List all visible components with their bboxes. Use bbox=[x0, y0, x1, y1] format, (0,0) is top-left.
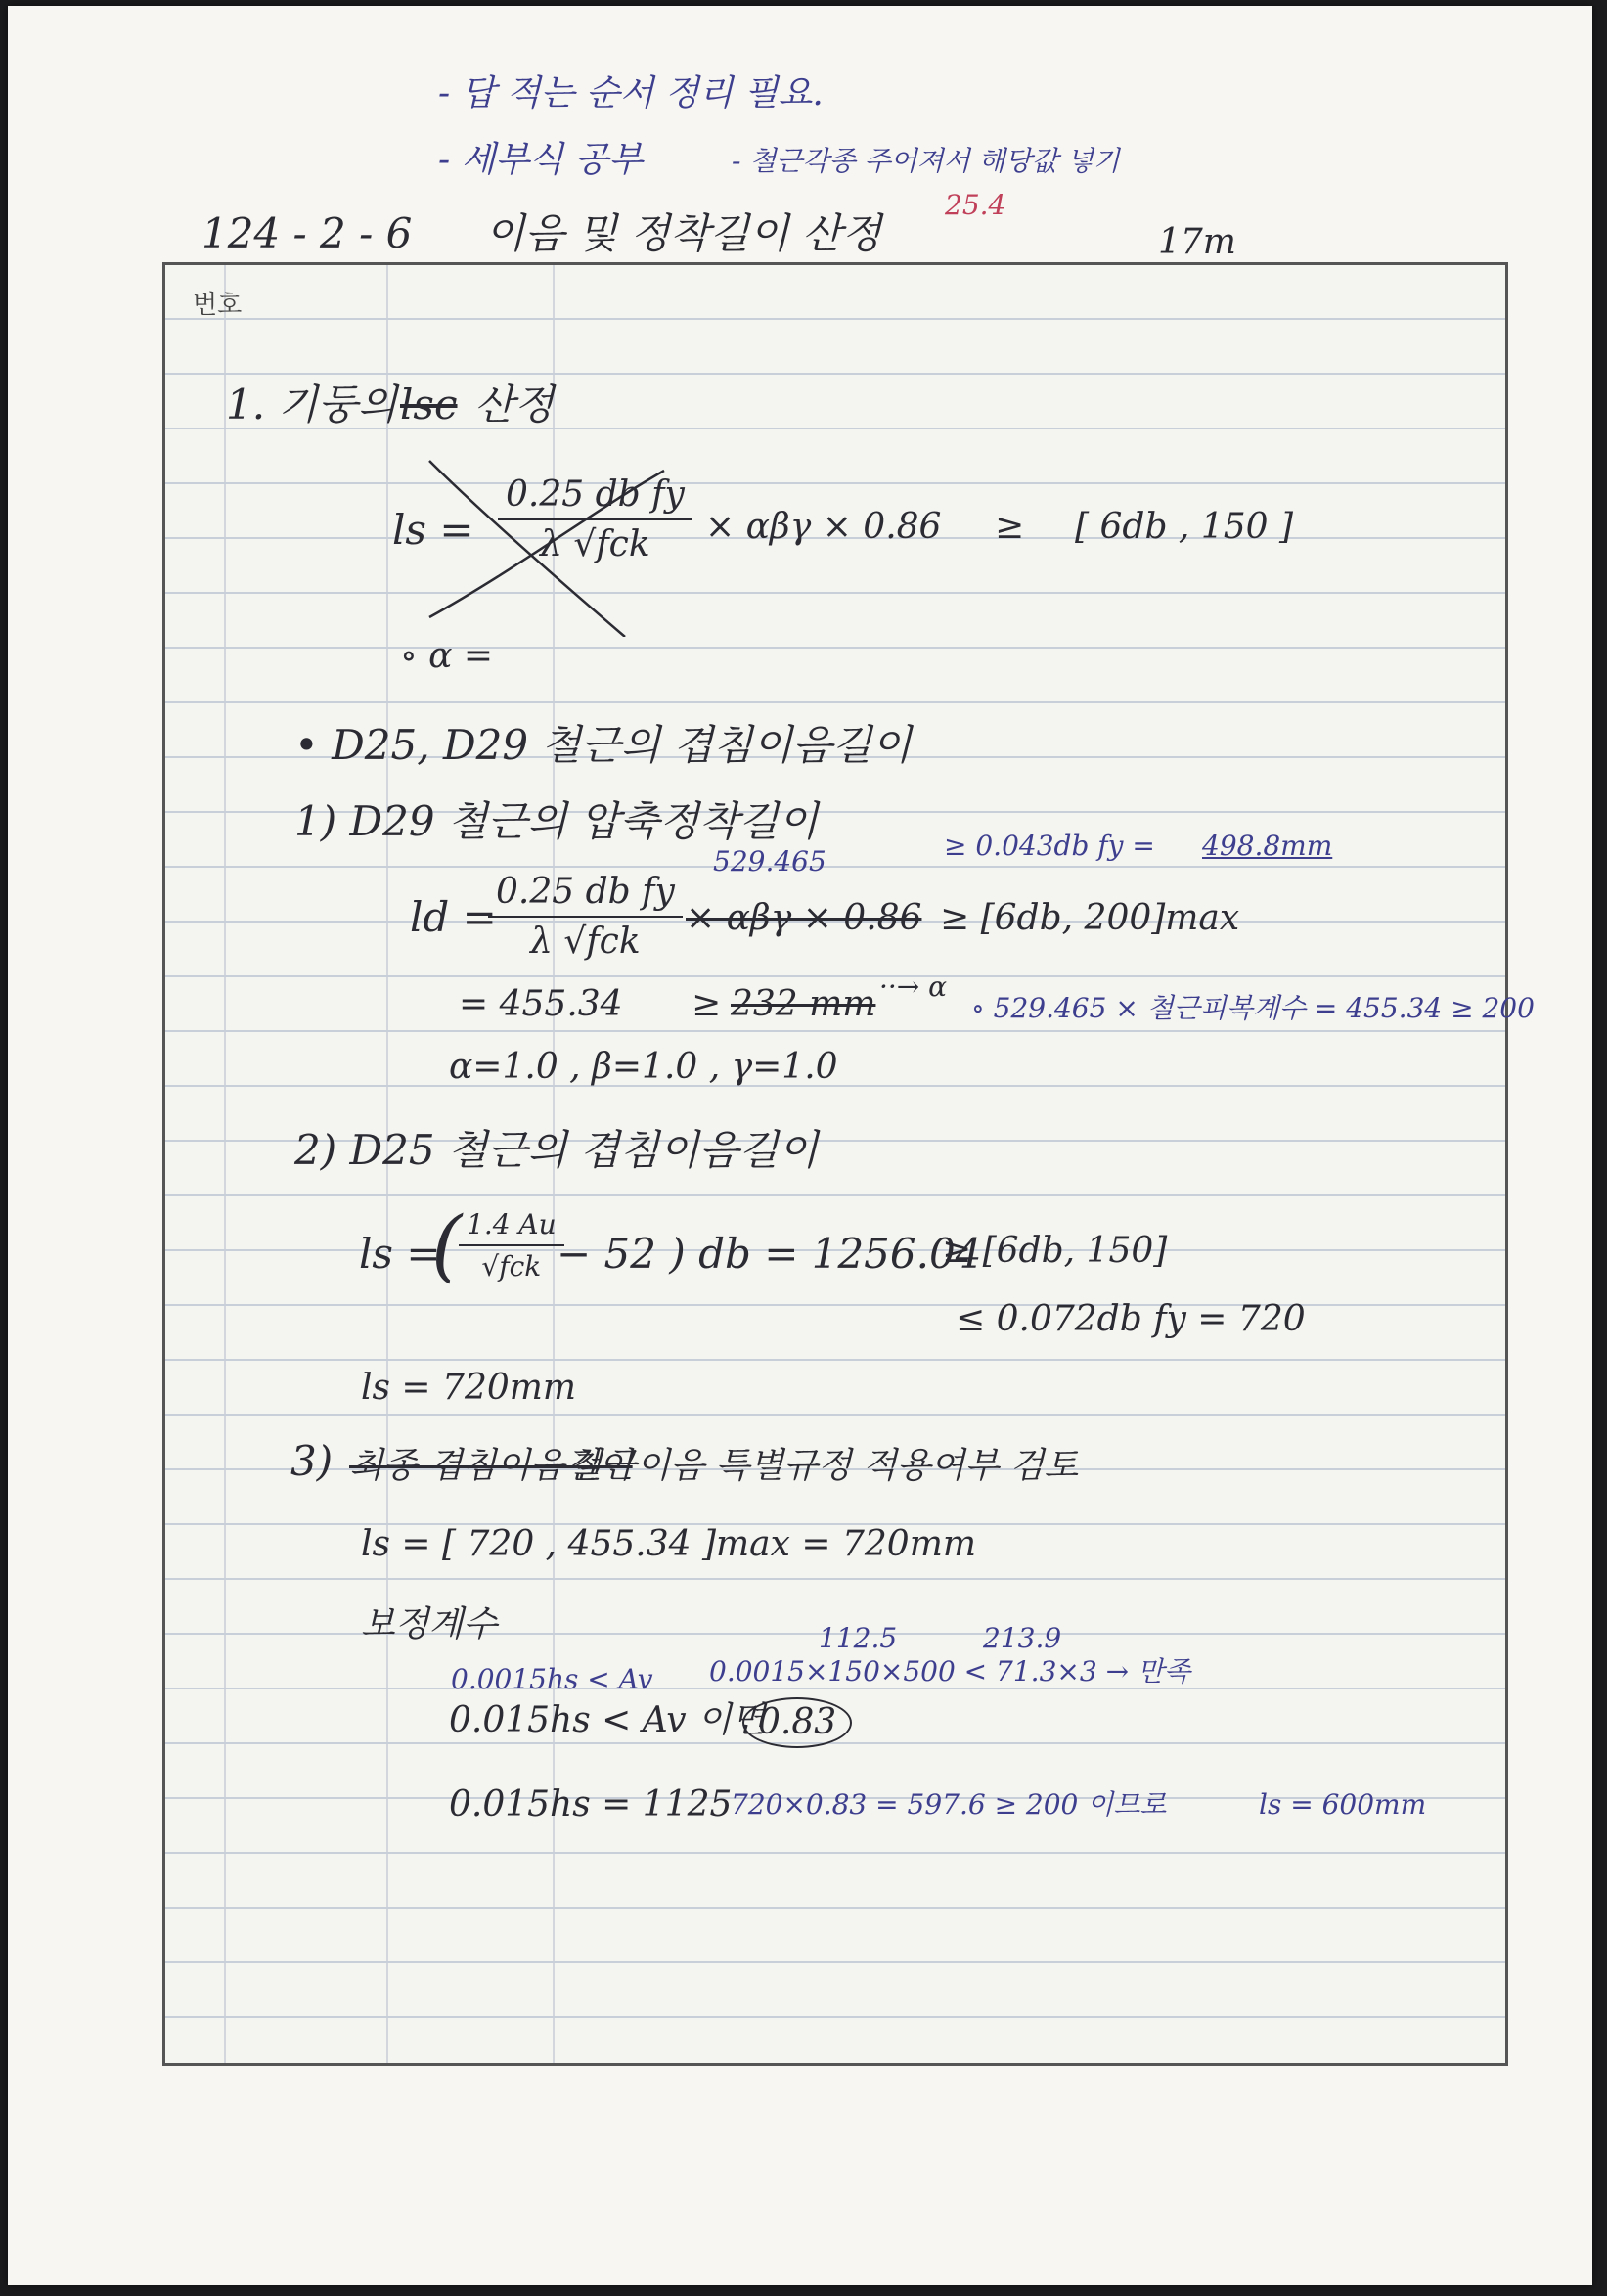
page-title: 이음 및 정착길이 산정 bbox=[485, 209, 882, 257]
ld-ge-bracket: ≥ [6db, 200]max bbox=[940, 898, 1240, 938]
notebook-page bbox=[8, 6, 1592, 2285]
ld-ge-small: ≥ bbox=[692, 984, 722, 1024]
sub3-number: 3) bbox=[290, 1437, 334, 1485]
ls2-fraction bbox=[459, 1208, 564, 1283]
ld-struck-mm: 232 mm bbox=[731, 984, 876, 1024]
ls2-symbol: ls = bbox=[359, 1230, 441, 1278]
lined-answer-box bbox=[162, 262, 1535, 2066]
ls-numerator: 0.25 db fy bbox=[498, 474, 692, 520]
page-count: 17m bbox=[1158, 222, 1236, 262]
sub1-heading: 1) D29 철근의 압축정착길이 bbox=[294, 797, 819, 845]
section1-heading: 1. 기둥의 bbox=[226, 381, 398, 428]
section1-heading-tail: 산정 bbox=[474, 381, 555, 428]
ls-factors: × αβγ × 0.86 bbox=[705, 507, 942, 547]
ls-symbol: ls = bbox=[392, 506, 474, 554]
problem-number: 124 - 2 - 6 bbox=[201, 209, 413, 257]
last-line-right: ls = 600mm bbox=[1259, 1788, 1427, 1821]
header-note-1: - 답 적는 순서 정리 필요. bbox=[438, 73, 824, 113]
ls2-numerator: 1.4 Au bbox=[459, 1208, 564, 1246]
condition-1: 0.0015hs < Av bbox=[451, 1663, 653, 1695]
condition-1-calc: 0.0015×150×500 < 71.3×3 → 만족 bbox=[709, 1655, 1191, 1688]
circled-factor: 0.83 bbox=[742, 1697, 852, 1748]
ld-eq: = 455.34 bbox=[459, 984, 623, 1024]
ls-bracket: [ 6db , 150 ] bbox=[1075, 507, 1294, 547]
ld-struck-factors: × αβγ × 0.86 bbox=[686, 898, 922, 938]
sub1-top-value: 529.465 bbox=[713, 845, 826, 878]
ld-fraction bbox=[488, 872, 683, 962]
ls2-result: ls = 720mm bbox=[361, 1368, 577, 1408]
sub2-heading: 2) D25 철근의 겹침이음길이 bbox=[294, 1126, 819, 1174]
ls-denominator: λ √fck bbox=[540, 524, 650, 564]
header-note-3: - 철근각종 주어져서 해당값 넣기 bbox=[732, 145, 1120, 177]
section1-heading-struck: lsc bbox=[400, 381, 458, 428]
ld-symbol: ld = bbox=[410, 893, 497, 941]
ld-arrow-alpha: ··→ α bbox=[879, 970, 948, 1003]
sub1-value-right: 498.8mm bbox=[1202, 830, 1333, 862]
ld-note: ∘ 529.465 × 철근피복계수 = 455.34 ≥ 200 bbox=[971, 992, 1535, 1024]
header-note-3-value: 25.4 bbox=[945, 189, 1006, 221]
ls2-le-line: ≤ 0.072db fy = 720 bbox=[956, 1299, 1306, 1339]
ld-denominator: λ √fck bbox=[530, 922, 641, 962]
d25-d29-bullet: • D25, D29 철근의 겹침이음길이 bbox=[294, 721, 912, 769]
ls2-denominator: √fck bbox=[481, 1250, 542, 1283]
last-line-mid: 720×0.83 = 597.6 ≥ 200 이므로 bbox=[731, 1788, 1167, 1821]
ls-ge: ≥ bbox=[995, 507, 1025, 547]
cross-out-mark bbox=[410, 451, 703, 637]
sub3-ls-line: ls = [ 720 , 455.34 ]max = 720mm bbox=[361, 1524, 976, 1564]
ls2-ge-bracket: ≥ [6db, 150] bbox=[942, 1231, 1168, 1271]
ls2-minus: − 52 ) db = 1256.04 bbox=[557, 1230, 982, 1278]
condition-2: 0.015hs < Av 이면 bbox=[449, 1700, 766, 1740]
number-label: 번호 bbox=[193, 291, 243, 320]
factor-heading: 보정계수 bbox=[361, 1604, 498, 1644]
ld-numerator: 0.25 db fy bbox=[488, 872, 683, 918]
sub3-heading: 철근이음 특별규정 적용여부 검토 bbox=[568, 1446, 1079, 1486]
sub3-heading-struck: 최종 겹침이음길이 bbox=[349, 1446, 633, 1486]
alpha-line: ∘ α = bbox=[400, 636, 494, 676]
factor-top-value-2: 213.9 bbox=[983, 1622, 1062, 1654]
last-line-left: 0.015hs = 1125 bbox=[449, 1784, 733, 1824]
sub1-ge-right: ≥ 0.043db fy = bbox=[944, 830, 1155, 862]
ld-alphas: α=1.0 , β=1.0 , γ=1.0 bbox=[449, 1047, 838, 1087]
factor-top-value-1: 112.5 bbox=[819, 1622, 898, 1654]
header-note-2: - 세부식 공부 bbox=[438, 140, 643, 180]
ls2-paren: ( bbox=[431, 1199, 463, 1290]
